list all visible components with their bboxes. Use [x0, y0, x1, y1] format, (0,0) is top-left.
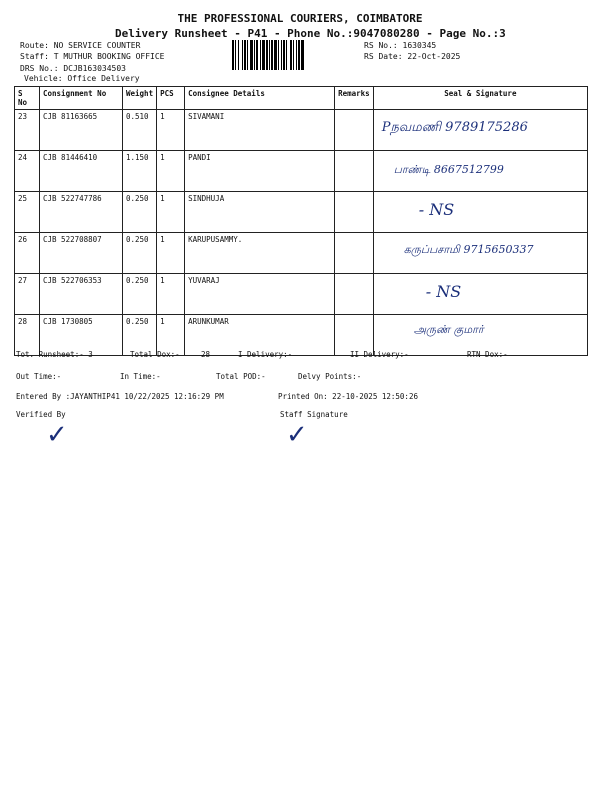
- company-title: THE PROFESSIONAL COURIERS, COIMBATORE: [177, 12, 423, 25]
- cell-weight: 1.150: [123, 151, 157, 192]
- cell-sno: 24: [15, 151, 40, 192]
- header-consignee: Consignee Details: [185, 87, 335, 110]
- total-pod-label: Total POD:-: [216, 372, 266, 381]
- handwritten-signature: கருப்பசாமி 9715650337: [403, 243, 534, 256]
- header-remarks: Remarks: [335, 87, 374, 110]
- cell-sno: 25: [15, 192, 40, 233]
- cell-sno: 27: [15, 274, 40, 315]
- cell-consignee: KARUPUSAMMY.: [185, 233, 335, 274]
- cell-consignment: CJB 81163665: [40, 110, 123, 151]
- runsheet-line: Delivery Runsheet - P41 - Phone No.:9047080280 - Page No.:3: [115, 27, 506, 40]
- runsheet-table: [14, 86, 588, 356]
- cell-weight: 0.250: [123, 192, 157, 233]
- cell-signature: [373, 192, 587, 233]
- vehicle-text: Vehicle: Office Delivery: [24, 74, 140, 83]
- cell-consignee: YUVARAJ: [185, 274, 335, 315]
- cell-consignee: PANDI: [185, 151, 335, 192]
- cell-consignee: ARUNKUMAR: [185, 315, 335, 356]
- cell-pcs: 1: [157, 315, 185, 356]
- handwritten-signature: அருண் குமார்: [413, 323, 484, 336]
- cell-signature: [373, 274, 587, 315]
- in-time-label: In Time:-: [120, 372, 161, 381]
- cell-weight: 0.510: [123, 110, 157, 151]
- rs-no-text: RS No.: 1630345: [364, 41, 437, 50]
- cell-pcs: 1: [157, 192, 185, 233]
- verified-by-label: Verified By: [16, 410, 66, 419]
- cell-remarks: [335, 110, 374, 151]
- total-dox-value: 28: [201, 350, 211, 359]
- header-sno: S No: [15, 87, 40, 110]
- cell-weight: 0.250: [123, 233, 157, 274]
- cell-pcs: 1: [157, 233, 185, 274]
- header-consignment: Consignment No: [40, 87, 123, 110]
- cell-weight: 0.250: [123, 274, 157, 315]
- cell-sno: 28: [15, 315, 40, 356]
- table-row: [15, 233, 588, 274]
- header-pcs: PCS: [157, 87, 185, 110]
- table-row: [15, 274, 588, 315]
- cell-consignment: CJB 522706353: [40, 274, 123, 315]
- out-time-label: Out Time:-: [16, 372, 62, 381]
- header-weight: Weight: [123, 87, 157, 110]
- header-seal-signature: Seal & Signature: [373, 87, 587, 110]
- cell-remarks: [335, 233, 374, 274]
- verified-check-mark: ✓: [46, 420, 68, 450]
- cell-signature: [373, 233, 587, 274]
- cell-signature: [373, 151, 587, 192]
- barcode: [232, 40, 356, 70]
- entered-by-text: Entered By :JAYANTHIP41 10/22/2025 12:16:29 PM: [16, 392, 224, 401]
- table-row: [15, 192, 588, 233]
- rtn-dox-label: RTN Dox:-: [467, 350, 508, 359]
- cell-consignment: CJB 522747786: [40, 192, 123, 233]
- total-dox-label: Total Dox:-: [130, 350, 180, 359]
- cell-pcs: 1: [157, 110, 185, 151]
- cell-sno: 23: [15, 110, 40, 151]
- printed-on-text: Printed On: 22-10-2025 12:50:26: [278, 392, 418, 401]
- cell-pcs: 1: [157, 151, 185, 192]
- drs-no-text: DRS No.: DCJB163034503: [20, 64, 126, 73]
- cell-signature: [373, 110, 587, 151]
- handwritten-signature: - NS: [425, 282, 462, 301]
- cell-consignment: CJB 81446410: [40, 151, 123, 192]
- i-delivery-label: I Delivery:-: [238, 350, 293, 359]
- staff-text: Staff: T MUTHUR BOOKING OFFICE: [20, 52, 165, 61]
- cell-consignee: SIVAMANI: [185, 110, 335, 151]
- staff-check-mark: ✓: [286, 420, 308, 450]
- cell-consignment: CJB 522708807: [40, 233, 123, 274]
- cell-remarks: [335, 151, 374, 192]
- table-header-row: [15, 87, 588, 110]
- cell-remarks: [335, 274, 374, 315]
- cell-pcs: 1: [157, 274, 185, 315]
- handwritten-signature: பாண்டி 8667512799: [393, 163, 504, 176]
- ii-delivery-label: II Delivery:-: [350, 350, 409, 359]
- cell-consignee: SINDHUJA: [185, 192, 335, 233]
- cell-consignment: CJB 1730805: [40, 315, 123, 356]
- barcode-bar: [304, 40, 305, 70]
- route-text: Route: NO SERVICE COUNTER: [20, 41, 141, 50]
- tot-runsheet-text: Tot. Runsheet:- 3: [16, 350, 93, 359]
- handwritten-signature: Pநவமணி 9789175286: [381, 120, 528, 135]
- delvy-points-label: Delvy Points:-: [298, 372, 362, 381]
- table-row: [15, 151, 588, 192]
- table-row: [15, 110, 588, 151]
- cell-remarks: [335, 192, 374, 233]
- cell-sno: 26: [15, 233, 40, 274]
- rs-date-text: RS Date: 22-Oct-2025: [364, 52, 461, 61]
- cell-weight: 0.250: [123, 315, 157, 356]
- staff-signature-label: Staff Signature: [280, 410, 348, 419]
- handwritten-signature: - NS: [418, 200, 455, 219]
